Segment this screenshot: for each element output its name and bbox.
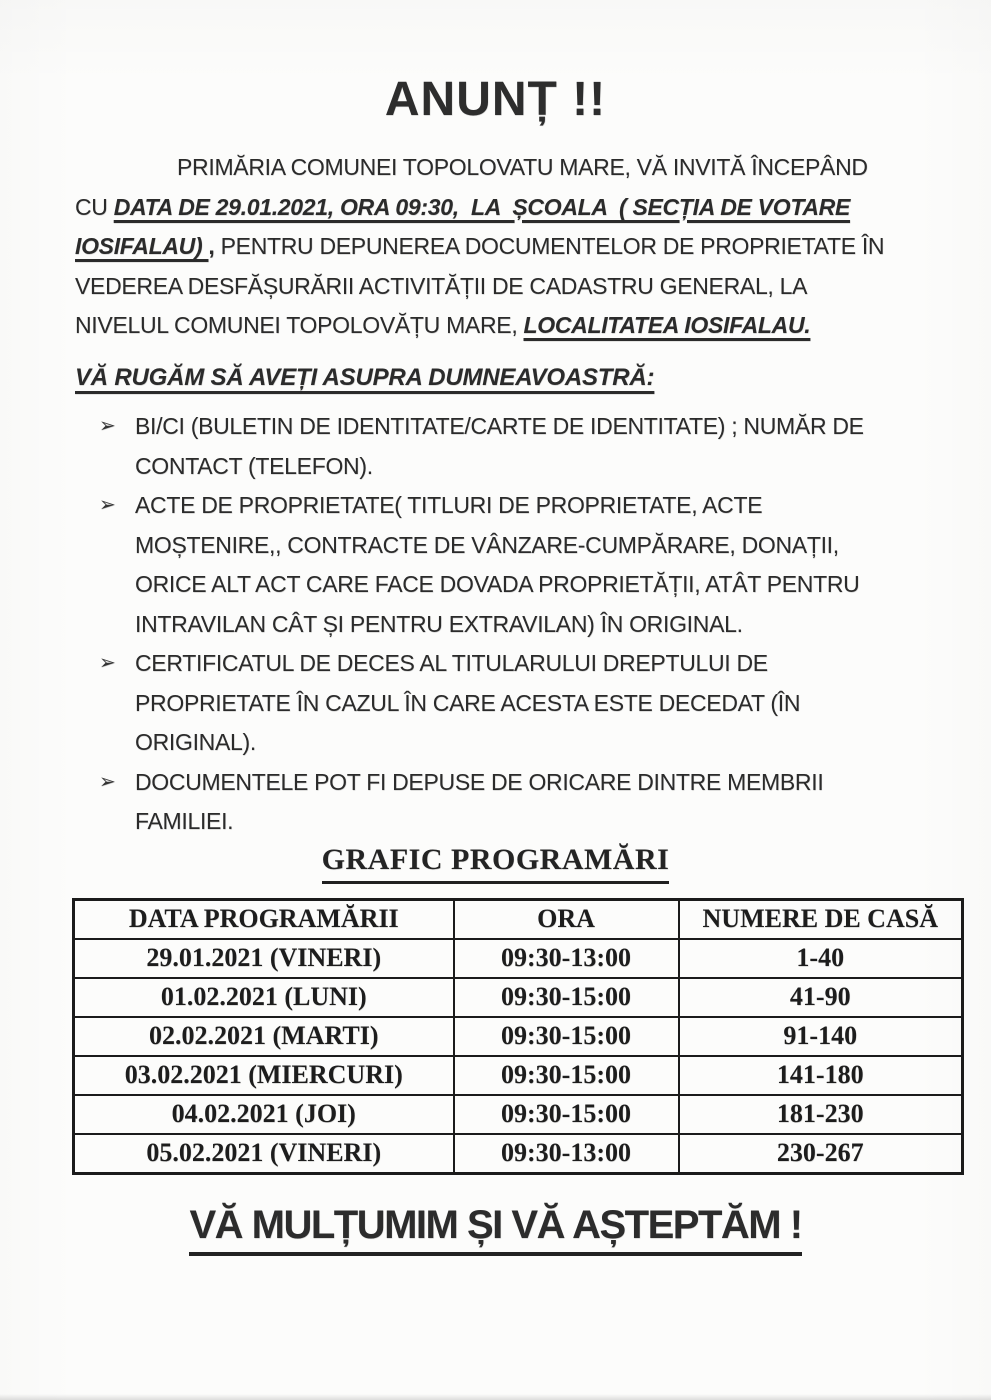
requirement-line: ORIGINAL). xyxy=(135,729,256,755)
schedule-cell: 04.02.2021 (JOI) xyxy=(74,1095,454,1134)
requirement-line: ORICE ALT ACT CARE FACE DOVADA PROPRIETĂȚII, ATÂT PENTRU xyxy=(135,571,860,597)
schedule-column-header: NUMERE DE CASĂ xyxy=(679,899,963,939)
intro-segment: , xyxy=(208,233,221,259)
requirement-line: BI/CI (BULETIN DE IDENTITATE/CARTE DE IDENTITATE) ; NUMĂR DE xyxy=(135,413,864,439)
schedule-cell: 181-230 xyxy=(679,1095,963,1134)
page-title: ANUNȚ !! xyxy=(384,73,607,126)
schedule-heading xyxy=(0,842,991,884)
schedule-cell: 91-140 xyxy=(679,1017,963,1056)
intro-segment: DATA DE 29.01.2021, ORA 09:30, LA ȘCOALA ( SECȚIA DE VOTARE xyxy=(113,193,851,220)
requirement-line: INTRAVILAN CÂT ȘI PENTRU EXTRAVILAN) ÎN ORIGINAL. xyxy=(135,610,743,637)
requirements-list xyxy=(99,407,961,842)
intro-line xyxy=(75,267,961,307)
closing-note xyxy=(0,1201,991,1256)
schedule-cell: 09:30-15:00 xyxy=(454,978,679,1017)
closing-note-text: VĂ MULȚUMIM ȘI VĂ AȘTEPTĂM ! xyxy=(189,1201,801,1256)
schedule-row xyxy=(74,939,963,978)
intro-segment: IOSIFALAU) xyxy=(75,233,209,259)
schedule-cell: 1-40 xyxy=(679,939,963,978)
schedule-cell: 09:30-15:00 xyxy=(454,1095,679,1134)
schedule-cell: 05.02.2021 (VINERI) xyxy=(74,1134,454,1174)
schedule-row xyxy=(74,1017,963,1056)
requirement-line: DOCUMENTELE POT FI DEPUSE DE ORICARE DINTRE MEMBRII xyxy=(135,768,824,795)
requirements-heading xyxy=(75,358,961,398)
schedule-cell: 09:30-15:00 xyxy=(454,1017,679,1056)
schedule-row xyxy=(74,1095,963,1134)
schedule-cell: 09:30-13:00 xyxy=(454,1134,679,1174)
schedule-cell: 03.02.2021 (MIERCURI) xyxy=(74,1056,454,1095)
schedule-column-header: ORA xyxy=(454,899,679,939)
intro-paragraph xyxy=(75,148,961,346)
bullet-arrow-icon: ➢ xyxy=(99,415,116,437)
bullet-arrow-icon: ➢ xyxy=(99,652,116,674)
schedule-table-body xyxy=(74,939,963,1174)
schedule-row xyxy=(74,1056,963,1095)
schedule-cell: 01.02.2021 (LUNI) xyxy=(74,978,454,1017)
schedule-table xyxy=(72,898,964,1175)
intro-line xyxy=(75,306,961,346)
intro-segment: PRIMĂRIA COMUNEI TOPOLOVATU MARE, VĂ INVITĂ ÎNCEPÂND xyxy=(177,154,868,180)
requirements-heading-text: VĂ RUGĂM SĂ AVEȚI ASUPRA DUMNEAVOASTRĂ: xyxy=(75,363,655,391)
intro-segment: CU xyxy=(75,193,114,220)
schedule-cell: 09:30-13:00 xyxy=(454,939,679,978)
schedule-row xyxy=(74,978,963,1017)
requirement-item xyxy=(99,644,961,763)
schedule-cell: 29.01.2021 (VINERI) xyxy=(74,939,454,978)
requirement-line: CONTACT (TELEFON). xyxy=(135,452,373,479)
requirement-item xyxy=(99,407,961,486)
requirement-line: ACTE DE PROPRIETATE( TITLURI DE PROPRIETATE, ACTE xyxy=(135,492,763,518)
requirement-text xyxy=(135,486,961,644)
requirement-item xyxy=(99,486,961,644)
schedule-column-header: DATA PROGRAMĂRII xyxy=(74,899,454,939)
requirement-line: FAMILIEI. xyxy=(135,808,234,834)
requirement-line: MOȘTENIRE,, CONTRACTE DE VÂNZARE-CUMPĂRARE, DONAȚII, xyxy=(135,531,839,558)
intro-segment: VEDEREA DESFĂȘURĂRII ACTIVITĂȚII DE CADASTRU GENERAL, LA xyxy=(75,272,808,299)
intro-segment: PENTRU DEPUNEREA DOCUMENTELOR DE PROPRIETATE ÎN xyxy=(220,233,885,259)
schedule-header-row xyxy=(74,899,963,939)
requirement-text xyxy=(135,763,961,842)
intro-line xyxy=(75,148,961,188)
requirement-line: PROPRIETATE ÎN CAZUL ÎN CARE ACESTA ESTE DECEDAT (ÎN xyxy=(135,689,801,716)
schedule-cell: 41-90 xyxy=(679,978,963,1017)
bullet-arrow-icon: ➢ xyxy=(99,770,116,793)
intro-line xyxy=(75,188,961,228)
requirement-line: CERTIFICATUL DE DECES AL TITULARULUI DREPTULUI DE xyxy=(135,650,768,676)
bullet-arrow-icon: ➢ xyxy=(99,494,116,516)
intro-segment: NIVELUL COMUNEI TOPOLOVĂȚU MARE, xyxy=(75,312,524,338)
schedule-cell: 02.02.2021 (MARTI) xyxy=(74,1017,454,1056)
intro-line xyxy=(75,227,961,267)
schedule-heading-text: GRAFIC PROGRAMĂRI xyxy=(322,842,670,884)
schedule-cell: 141-180 xyxy=(679,1056,963,1095)
schedule-cell: 230-267 xyxy=(679,1134,963,1174)
intro-segment: LOCALITATEA IOSIFALAU. xyxy=(523,312,811,338)
schedule-row xyxy=(74,1134,963,1174)
schedule-table-head xyxy=(74,899,963,939)
schedule-cell: 09:30-15:00 xyxy=(454,1056,679,1095)
requirement-text xyxy=(135,644,961,763)
requirement-text xyxy=(135,407,961,486)
requirement-item xyxy=(99,763,961,842)
